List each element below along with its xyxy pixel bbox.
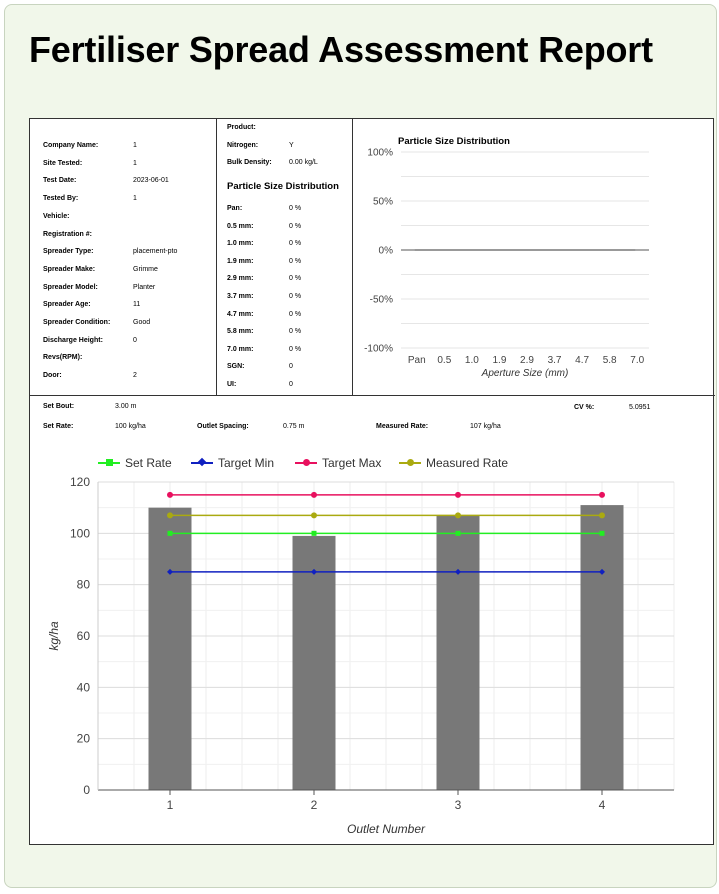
detail-label: Nitrogen:: [227, 141, 259, 149]
outlet-spacing-value: 0.75 m: [283, 423, 305, 430]
detail-value: 0 %: [289, 328, 302, 336]
detail-value: 1: [133, 159, 137, 167]
rate-xtick-label: 2: [310, 798, 318, 812]
detail-value: 0: [289, 381, 293, 388]
psd-xtick-label: Pan: [407, 355, 426, 366]
detail-label: 1.0 mm:: [227, 240, 254, 248]
detail-label: 5.8 mm:: [227, 328, 254, 336]
detail-value: 0 %: [289, 205, 302, 212]
measured-rate-point: [455, 512, 461, 518]
psd-xtick-label: 2.9: [520, 355, 534, 366]
rate-chart: [30, 119, 715, 846]
detail-label: 0.5 mm:: [227, 222, 254, 230]
detail-label: 1.9 mm:: [227, 257, 254, 265]
target-max-point: [599, 492, 605, 498]
detail-value: Y: [289, 141, 294, 149]
detail-value: Grimme: [133, 265, 158, 273]
psd-ytick-label: 0%: [378, 245, 393, 257]
detail-label: SGN:: [227, 363, 245, 371]
detail-label: 2.9 mm:: [227, 275, 254, 283]
detail-label: Revs(RPM):: [43, 354, 83, 362]
measured-rate-point: [167, 512, 173, 518]
psd-ytick-label: -100%: [364, 343, 393, 355]
detail-value: 0: [133, 336, 137, 344]
detail-value: 0 %: [289, 222, 302, 230]
psd-heading: Particle Size Distribution: [227, 181, 339, 192]
set-bout-label: Set Bout:: [43, 403, 75, 410]
psd-xtick-label: 4.7: [575, 355, 590, 366]
detail-value: 0.00 kg/L: [289, 159, 318, 167]
detail-label: Registration #:: [43, 230, 93, 238]
detail-value: 11: [133, 301, 141, 309]
measured-rate-point: [311, 512, 317, 518]
detail-value: 0 %: [289, 240, 302, 248]
detail-label: Pan:: [227, 205, 243, 212]
detail-label: Door:: [43, 372, 62, 380]
legend-target-min-label: Target Min: [218, 456, 275, 470]
detail-label: Product:: [227, 124, 256, 131]
psd-ytick-label: 100%: [367, 147, 393, 159]
detail-value: 0 %: [289, 345, 302, 353]
rate-ytick-label: 0: [83, 783, 90, 797]
psd-xtick-label: 7.0: [630, 355, 645, 366]
detail-value: 0 %: [289, 275, 302, 283]
set-bout-value: 3.00 m: [115, 403, 137, 410]
rate-bar: [437, 515, 480, 790]
detail-label: Spreader Type:: [43, 248, 94, 256]
psd-xtick-label: 3.7: [547, 355, 562, 366]
legend-measured-rate-label: Measured Rate: [426, 456, 509, 470]
detail-label: 3.7 mm:: [227, 293, 254, 300]
report-page: [4, 4, 717, 888]
target-max-point: [167, 492, 173, 498]
psd-xtick-label: 1.0: [464, 355, 479, 366]
rate-bar: [581, 505, 624, 790]
target-max-point: [455, 492, 461, 498]
detail-label: 7.0 mm:: [227, 345, 254, 353]
psd-chart-title: Particle Size Distribution: [398, 136, 510, 147]
rate-xtick-label: 3: [454, 798, 462, 812]
psd-xtick-label: 5.8: [602, 355, 617, 366]
detail-value: placement-pto: [133, 248, 178, 256]
detail-value: 2: [133, 372, 137, 380]
psd-ytick-label: -50%: [369, 294, 393, 306]
detail-label: Test Date:: [43, 177, 77, 185]
set-rate-point: [456, 531, 461, 536]
set-rate-value: 100 kg/ha: [115, 423, 146, 430]
detail-label: UI:: [227, 381, 237, 388]
rate-xtick-label: 4: [598, 798, 606, 812]
rate-bar: [149, 508, 192, 790]
rate-ytick-label: 80: [76, 577, 90, 592]
detail-label: Tested By:: [43, 195, 79, 203]
target-max-point: [311, 492, 317, 498]
detail-label: Site Tested:: [43, 159, 83, 167]
legend-set-rate-label: Set Rate: [125, 456, 172, 470]
rate-y-axis-label: kg/ha: [47, 621, 61, 651]
rate-ytick-label: 20: [76, 731, 90, 746]
cv-label: CV %:: [574, 404, 595, 411]
psd-ytick-label: 50%: [372, 196, 393, 208]
psd-xtick-label: 1.9: [492, 355, 507, 366]
rate-ytick-label: 120: [69, 475, 90, 489]
rate-x-axis-label: Outlet Number: [346, 822, 426, 836]
outlet-spacing-label: Outlet Spacing:: [197, 423, 249, 430]
measured-rate-value: 107 kg/ha: [470, 423, 501, 430]
legend-target-max-label: Target Max: [322, 456, 382, 470]
measured-rate-label: Measured Rate:: [376, 423, 429, 430]
set-rate-point: [168, 531, 173, 536]
detail-label: Company Name:: [43, 142, 99, 149]
rate-xtick-label: 1: [166, 798, 174, 812]
rate-ytick-label: 100: [69, 526, 90, 541]
report-panel: [29, 118, 714, 845]
detail-value: 0: [289, 363, 293, 371]
detail-label: 4.7 mm:: [227, 310, 254, 318]
detail-value: 1: [133, 195, 137, 203]
detail-value: 1: [133, 142, 137, 149]
set-rate-label: Set Rate:: [43, 423, 74, 430]
measured-rate-point: [599, 512, 605, 518]
detail-label: Spreader Condition:: [43, 319, 111, 326]
rate-ytick-label: 40: [76, 680, 90, 695]
psd-x-axis-label: Aperture Size (mm): [481, 368, 569, 379]
rate-ytick-label: 60: [76, 629, 90, 643]
detail-label: Bulk Density:: [227, 159, 272, 167]
detail-value: 0 %: [289, 293, 302, 300]
set-rate-point: [312, 531, 317, 536]
detail-label: Spreader Make:: [43, 265, 96, 273]
detail-value: Good: [133, 319, 151, 326]
detail-value: 0 %: [289, 257, 302, 265]
page-title: Fertiliser Spread Assessment Report: [29, 29, 653, 70]
detail-value: 2023-06-01: [133, 177, 169, 185]
detail-label: Spreader Age:: [43, 301, 91, 309]
detail-label: Spreader Model:: [43, 283, 98, 291]
detail-label: Vehicle:: [43, 212, 70, 220]
cv-value: 5.0951: [629, 404, 651, 411]
detail-label: Discharge Height:: [43, 336, 103, 344]
set-rate-point: [600, 531, 605, 536]
psd-xtick-label: 0.5: [437, 355, 452, 366]
detail-value: Planter: [133, 283, 156, 291]
detail-value: 0 %: [289, 310, 302, 318]
